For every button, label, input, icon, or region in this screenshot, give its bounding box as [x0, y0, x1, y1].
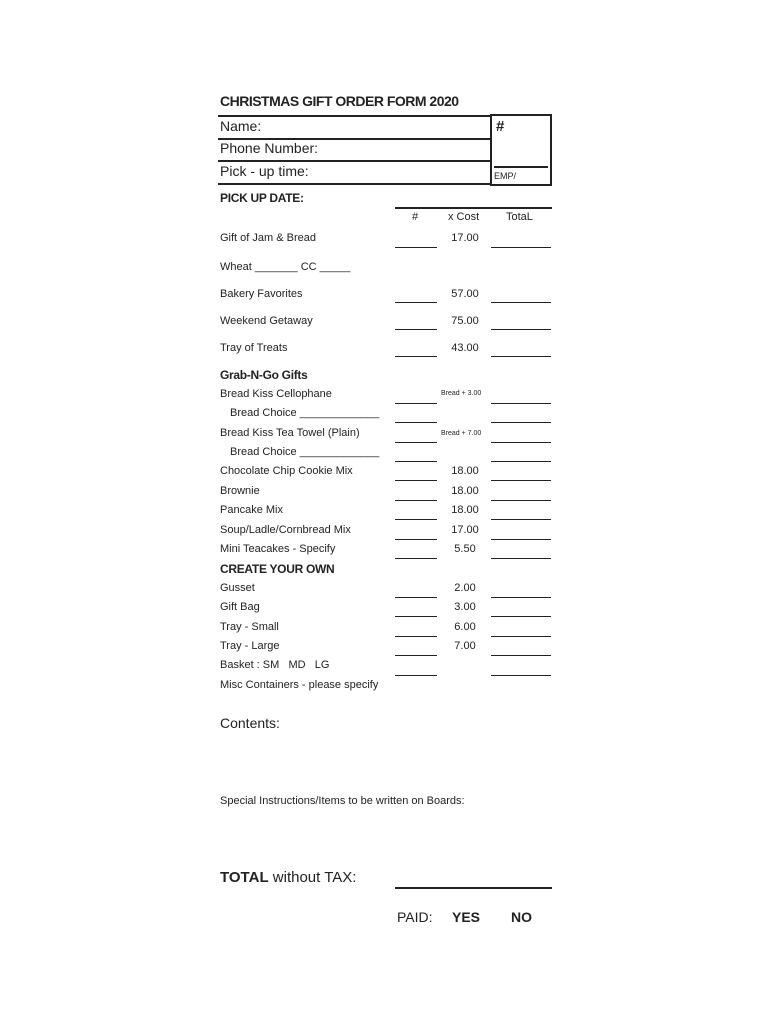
qty-field[interactable] — [395, 461, 437, 462]
list-item: Bakery Favorites — [220, 288, 303, 300]
phone-line — [218, 160, 490, 162]
qty-field[interactable] — [395, 480, 437, 481]
qty-field[interactable] — [395, 329, 437, 330]
total-field[interactable] — [491, 558, 551, 559]
paid-no-option[interactable]: NO — [511, 909, 532, 925]
phone-label[interactable]: Phone Number: — [220, 140, 319, 156]
item-price: 6.00 — [454, 621, 476, 633]
total-column-header: TotaL — [506, 211, 533, 223]
paid-label: PAID: — [397, 909, 433, 925]
total-bold-label: TOTAL — [220, 869, 269, 886]
total-field[interactable] — [491, 655, 551, 656]
list-item[interactable]: Basket : SM MD LG — [220, 659, 330, 671]
name-label[interactable]: Name: — [220, 118, 262, 134]
divider — [218, 115, 490, 117]
list-item[interactable]: Misc Containers - please specify — [220, 679, 379, 691]
item-price: 18.00 — [451, 465, 479, 477]
total-field[interactable] — [491, 616, 551, 617]
total-field[interactable] — [491, 636, 551, 637]
qty-field[interactable] — [395, 500, 437, 501]
total-without-tax-label — [220, 869, 356, 886]
order-number-box[interactable] — [490, 114, 552, 186]
total-rest-label: without TAX: — [272, 869, 357, 886]
list-item[interactable]: Wheat _______ CC _____ — [220, 261, 351, 273]
list-item[interactable]: Bread Choice _____________ — [230, 407, 380, 419]
total-field[interactable] — [491, 356, 551, 357]
total-field[interactable] — [491, 539, 551, 540]
total-field[interactable] — [491, 329, 551, 330]
item-price: 18.00 — [451, 485, 479, 497]
item-price: 5.50 — [454, 543, 476, 555]
columns-top-line — [395, 207, 552, 209]
total-field[interactable] — [491, 422, 551, 423]
qty-field[interactable] — [395, 519, 437, 520]
qty-field[interactable] — [395, 558, 437, 559]
list-item: Gusset — [220, 582, 255, 594]
qty-field[interactable] — [395, 636, 437, 637]
paid-yes-option[interactable]: YES — [452, 909, 481, 925]
contents-label[interactable]: Contents: — [220, 715, 280, 731]
qty-field[interactable] — [395, 597, 437, 598]
list-item: Chocolate Chip Cookie Mix — [220, 465, 353, 477]
total-field[interactable] — [491, 403, 551, 404]
item-price: 17.00 — [451, 524, 479, 536]
list-item: Brownie — [220, 485, 260, 497]
pickup-date-label[interactable]: PICK UP DATE: — [220, 191, 304, 205]
qty-field[interactable] — [395, 675, 437, 676]
pickup-time-label[interactable]: Pick - up time: — [220, 163, 309, 179]
item-price: 2.00 — [454, 582, 476, 594]
total-field[interactable] — [491, 302, 551, 303]
list-item: Soup/Ladle/Cornbread Mix — [220, 524, 351, 536]
total-field[interactable] — [491, 519, 551, 520]
item-price: Bread + 3.00 — [441, 390, 482, 397]
list-item: Bread Kiss Cellophane — [220, 388, 332, 400]
special-instructions-label[interactable]: Special Instructions/Items to be written on Boards: — [220, 795, 465, 807]
qty-field[interactable] — [395, 442, 437, 443]
qty-field[interactable] — [395, 356, 437, 357]
qty-field[interactable] — [395, 247, 437, 248]
item-price: 43.00 — [451, 342, 479, 354]
item-price: 57.00 — [451, 288, 479, 300]
cost-column-header: x Cost — [448, 211, 480, 223]
total-field[interactable] — [491, 442, 551, 443]
form-title: CHRISTMAS GIFT ORDER FORM 2020 — [220, 93, 459, 109]
total-field[interactable] — [491, 500, 551, 501]
total-field[interactable] — [491, 480, 551, 481]
list-item: Tray of Treats — [220, 342, 288, 354]
total-field[interactable] — [491, 461, 551, 462]
total-field[interactable] — [491, 247, 551, 248]
pickup-time-line — [218, 183, 490, 185]
list-item: Bread Kiss Tea Towel (Plain) — [220, 427, 360, 439]
list-item: Pancake Mix — [220, 504, 283, 516]
create-your-own-heading: CREATE YOUR OWN — [220, 562, 335, 576]
emp-label: EMP/ — [494, 166, 548, 181]
item-price: 7.00 — [454, 640, 476, 652]
list-item: Tray - Large — [220, 640, 280, 652]
item-price: Bread + 7.00 — [441, 430, 482, 437]
qty-field[interactable] — [395, 422, 437, 423]
total-field[interactable] — [395, 887, 552, 889]
order-number-label: # — [496, 118, 505, 135]
item-price: 75.00 — [451, 315, 479, 327]
item-price: 18.00 — [451, 504, 479, 516]
grab-n-go-heading: Grab-N-Go Gifts — [220, 368, 308, 382]
qty-field[interactable] — [395, 539, 437, 540]
qty-column-header: # — [412, 211, 419, 223]
list-item: Tray - Small — [220, 621, 279, 633]
list-item: Mini Teacakes - Specify — [220, 543, 336, 555]
item-price: 3.00 — [454, 601, 476, 613]
qty-field[interactable] — [395, 403, 437, 404]
list-item: Weekend Getaway — [220, 315, 313, 327]
total-field[interactable] — [491, 675, 551, 676]
qty-field[interactable] — [395, 616, 437, 617]
list-item: Gift of Jam & Bread — [220, 232, 316, 244]
total-field[interactable] — [491, 597, 551, 598]
list-item[interactable]: Bread Choice _____________ — [230, 446, 380, 458]
list-item: Gift Bag — [220, 601, 260, 613]
item-price: 17.00 — [451, 232, 479, 244]
qty-field[interactable] — [395, 302, 437, 303]
qty-field[interactable] — [395, 655, 437, 656]
